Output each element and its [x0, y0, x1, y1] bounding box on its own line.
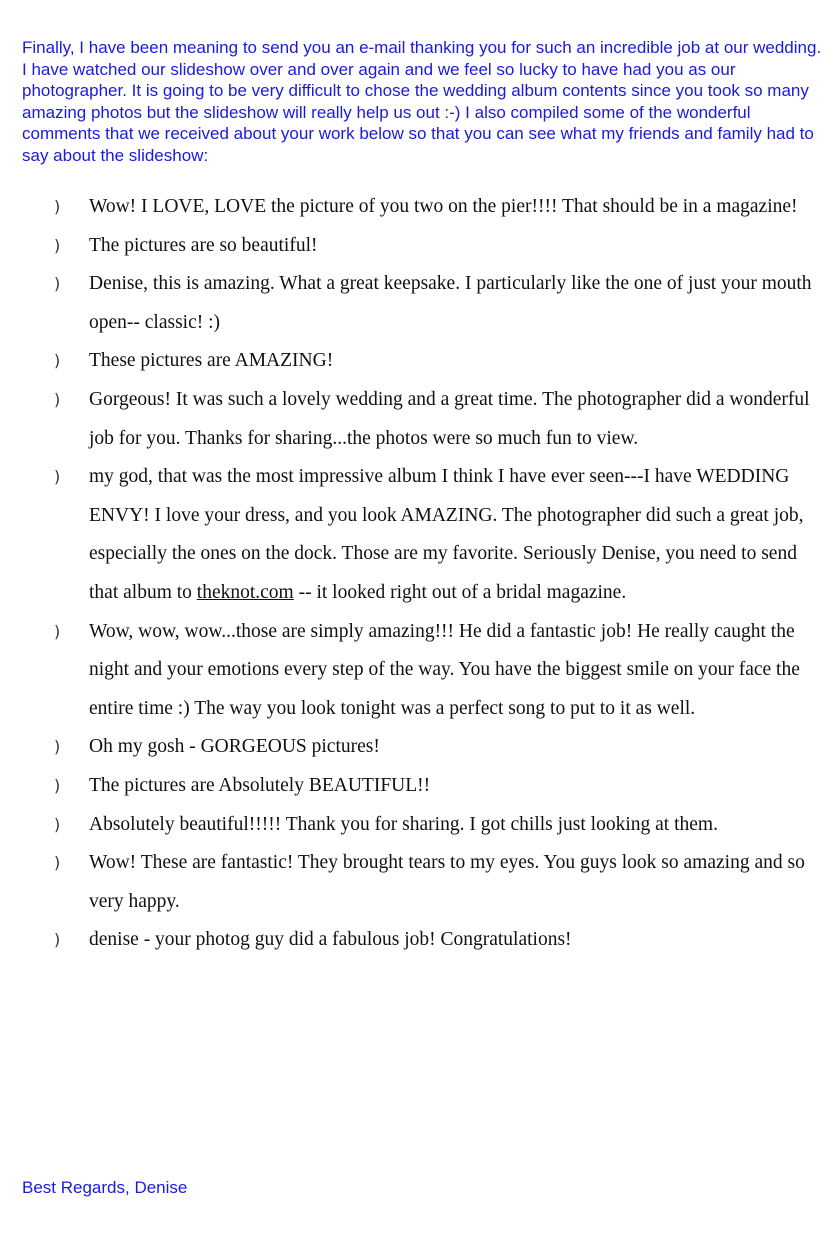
list-item — [0, 458, 840, 612]
list-item — [0, 613, 840, 729]
bullet-icon: ) — [54, 197, 61, 216]
comment-text: Denise, this is amazing. What a great keepsake. I particularly like the one of just your mouth open-- classic! :) — [89, 273, 812, 333]
bullet-icon: ) — [54, 351, 61, 371]
comment-text: These pictures are AMAZING! — [89, 350, 334, 372]
comment-text: Absolutely beautiful!!!!! Thank you for sharing. I got chills just looking at them. — [89, 813, 718, 835]
list-item — [0, 381, 840, 458]
bullet-icon: ) — [54, 930, 61, 950]
theknot-link[interactable]: theknot.com — [196, 581, 294, 603]
bullet-icon: ) — [54, 853, 61, 873]
comment-text: Wow, wow, wow...those are simply amazing!!! He did a fantastic job! He really caught the night and your emotions every step of the way. You have the biggest smile on your face the entire time :) The way you look tonight was a perfect song to put to it as well. — [89, 620, 800, 719]
bullet-icon: ) — [54, 621, 61, 641]
bullet-icon: ) — [54, 775, 61, 795]
comment-list — [0, 188, 840, 960]
comment-text-before-link: my god, that was the most impressive album I think I have ever seen---I have WEDDING ENVY! I love your dress, and you look AMAZING. The photographer did such a great job, especially the ones on the dock. Those are my favorite. Seriously Denise, you need to send that album to — [89, 466, 804, 603]
list-item — [0, 188, 840, 227]
bullet-icon: ) — [54, 814, 61, 834]
list-item — [0, 767, 840, 806]
bullet-icon: ) — [54, 274, 61, 294]
list-item — [0, 342, 840, 381]
list-item — [0, 728, 840, 767]
bullet-icon: ) — [54, 467, 61, 487]
bullet-icon: ) — [54, 737, 61, 757]
comment-text: The pictures are Absolutely BEAUTIFUL!! — [89, 774, 431, 796]
bullet-icon: ) — [54, 235, 61, 255]
list-item — [0, 921, 840, 960]
comment-text: Oh my gosh - GORGEOUS pictures! — [89, 736, 380, 758]
comment-text-after-link: -- it looked right out of a bridal magazine. — [293, 581, 627, 603]
list-item — [0, 265, 840, 342]
signoff: Best Regards, Denise — [22, 1178, 188, 1197]
bullet-icon: ) — [54, 389, 61, 409]
comment-text: denise - your photog guy did a fabulous job! Congratulations! — [89, 929, 572, 951]
list-item — [0, 806, 840, 845]
list-item — [0, 227, 840, 266]
comment-text: The pictures are so beautiful! — [89, 234, 318, 256]
list-item — [0, 844, 840, 921]
comment-text: Gorgeous! It was such a lovely wedding and a great time. The photographer did a wonderful job for you. Thanks for sharing...the photos were so much fun to view. — [89, 388, 810, 449]
comment-text: Wow! I LOVE, LOVE the picture of you two on the pier!!!! That should be in a magazine! — [89, 196, 798, 217]
intro-paragraph: Finally, I have been meaning to send you an e-mail thanking you for such an incredible job at our wedding. I have watched our slideshow over and over again and we feel so lucky to have had you as our photographer. It is going to be very difficult to chose the wedding album contents since you took so many amazing photos but the slideshow will really help us out :-) I also compiled some of the wonderful comments that we received about your work below so that you can see what my friends and family had to say about the slideshow: — [22, 38, 822, 165]
comment-text: Wow! These are fantastic! They brought tears to my eyes. You guys look so amazing and so very happy. — [89, 852, 805, 912]
